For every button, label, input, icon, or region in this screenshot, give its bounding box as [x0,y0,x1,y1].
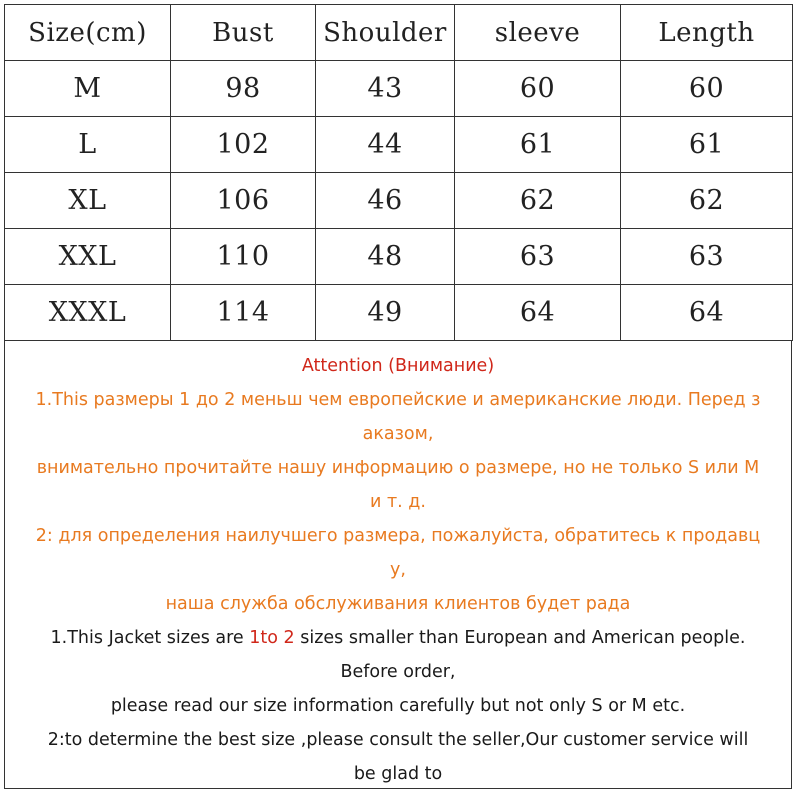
cell-sleeve: 64 [455,285,621,341]
cell-length: 64 [621,285,793,341]
cell-bust: 114 [171,285,316,341]
notice-ru-line-6: у, [390,560,406,580]
notice-ru-line-4: и т. д. [370,492,426,512]
notice-en-line-1-start: 1.This Jacket sizes are [50,628,250,648]
notice-en-line-5: be glad to [353,764,443,784]
cell-length: 61 [621,117,793,173]
cell-shoulder: 43 [316,61,455,117]
table-row [5,61,793,117]
size-table [4,4,793,341]
cell-size: XXXL [5,285,171,341]
notice-ru-line-7: наша служба обслуживания клиентов будет рада [165,594,631,614]
cell-sleeve: 61 [455,117,621,173]
notice-en-line-2: Before order, [340,662,456,682]
header-length: Length [621,5,793,61]
cell-size: XL [5,173,171,229]
notice-ru-line-3: внимательно прочитайте нашу информацию о размере, но не только S или M [36,458,760,478]
notice-ru-line-1: 1.This размеры 1 до 2 меньш чем европейские и американские люди. Перед з [35,390,761,410]
notice-title: Attention (Внимание) [301,356,495,376]
table-header-row [5,5,793,61]
table-row [5,117,793,173]
cell-sleeve: 62 [455,173,621,229]
cell-sleeve: 63 [455,229,621,285]
header-bust: Bust [171,5,316,61]
cell-bust: 106 [171,173,316,229]
cell-bust: 102 [171,117,316,173]
cell-shoulder: 44 [316,117,455,173]
notice-en-line-1-end: sizes smaller than European and American people. [294,628,746,648]
notice-ru-line-5: 2: для определения наилучшего размера, пожалуйста, обратитесь к продавц [35,526,761,546]
cell-length: 60 [621,61,793,117]
cell-length: 63 [621,229,793,285]
attention-notice [4,341,792,789]
cell-size: L [5,117,171,173]
header-shoulder: Shoulder [316,5,455,61]
cell-shoulder: 49 [316,285,455,341]
notice-en-highlight: 1to 2 [249,628,295,648]
notice-en-line-3: please read our size information carefully but not only S or M etc. [110,696,686,716]
cell-sleeve: 60 [455,61,621,117]
cell-bust: 98 [171,61,316,117]
table-row [5,173,793,229]
notice-en-line-1 [5,621,791,655]
notice-ru-line-2: аказом, [362,424,434,444]
cell-size: XXL [5,229,171,285]
table-row [5,229,793,285]
cell-shoulder: 48 [316,229,455,285]
header-sleeve: sleeve [455,5,621,61]
cell-bust: 110 [171,229,316,285]
header-size: Size(cm) [5,5,171,61]
table-row [5,285,793,341]
notice-en-line-4: 2:to determine the best size ,please consult the seller,Our customer service will [47,730,749,750]
cell-shoulder: 46 [316,173,455,229]
cell-size: M [5,61,171,117]
cell-length: 62 [621,173,793,229]
size-chart [4,4,796,796]
